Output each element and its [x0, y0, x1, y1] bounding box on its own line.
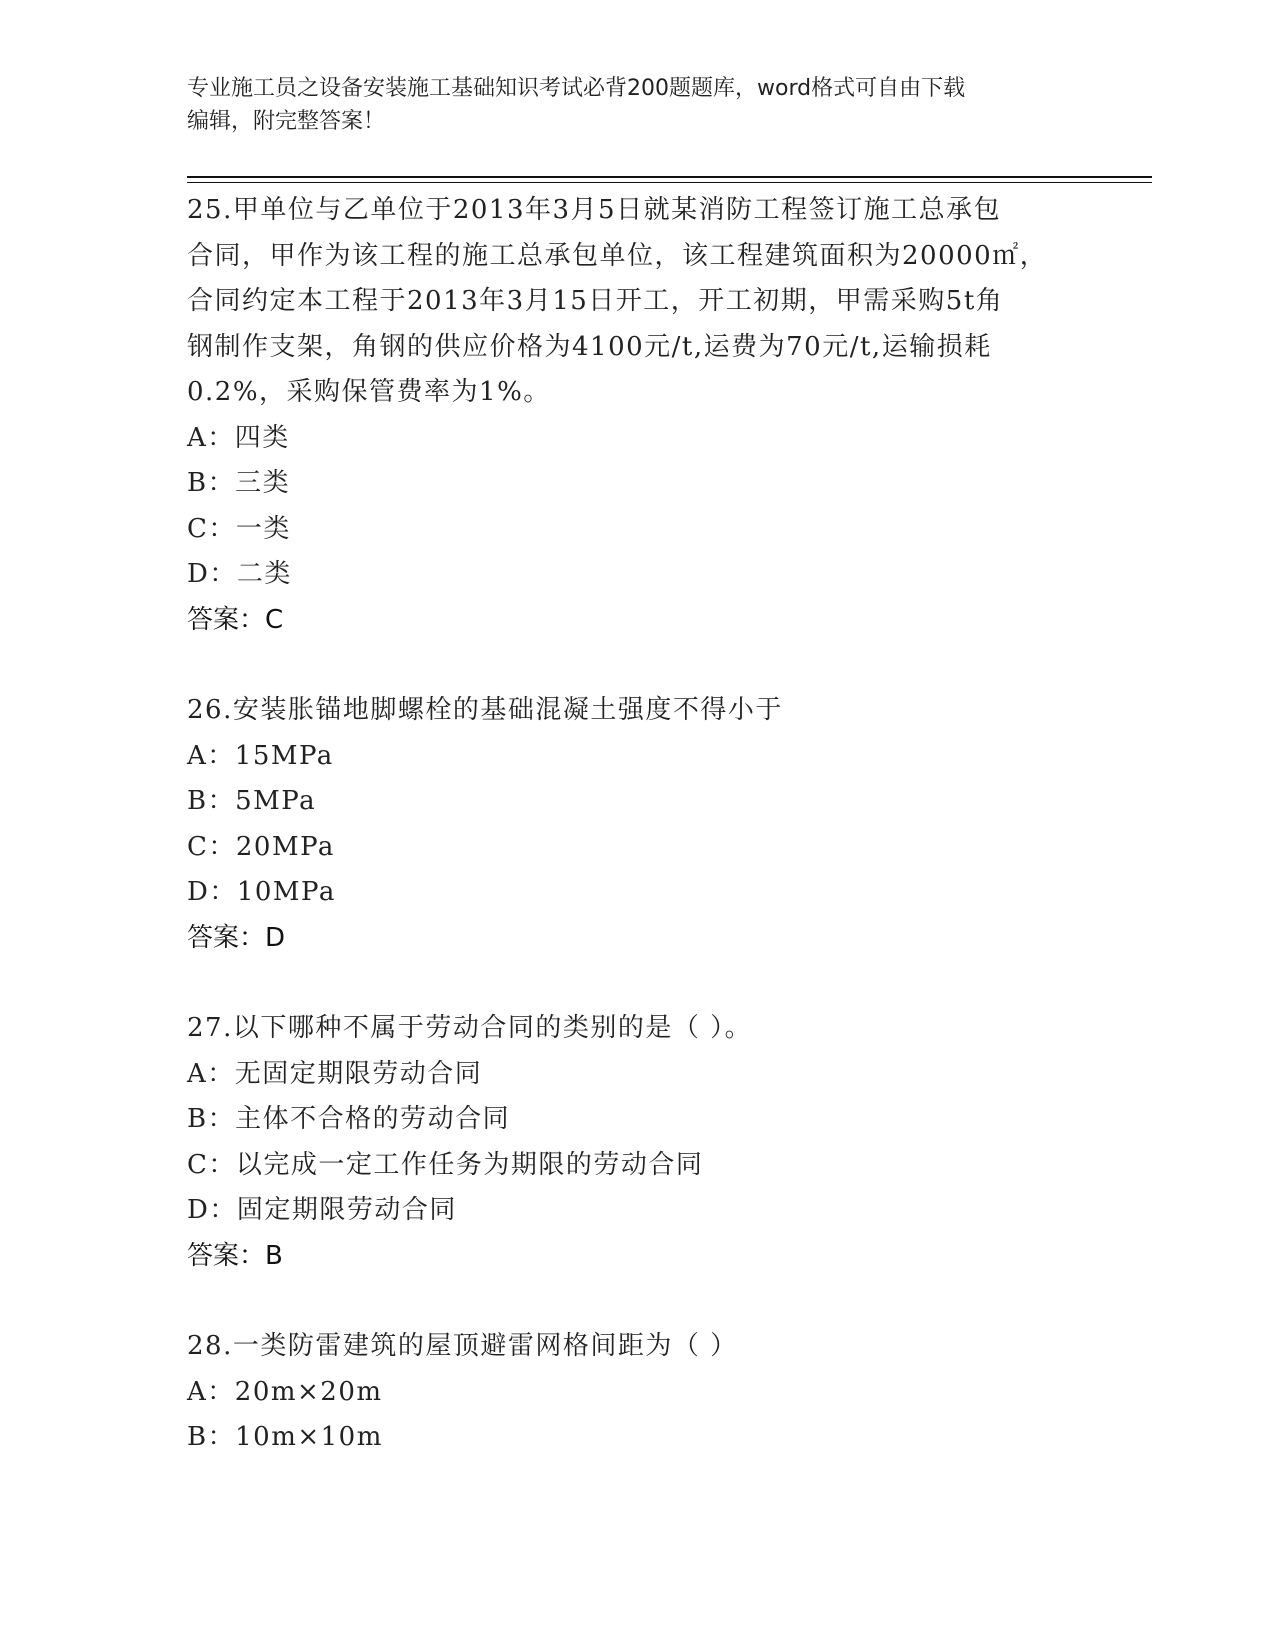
question-spacer [187, 643, 1087, 688]
option-b: B：5MPa [187, 786, 317, 816]
header-divider-thick [187, 176, 1152, 178]
stem-line: 钢制作支架，角钢的供应价格为4100元/t,运费为70元/t,运输损耗 [187, 331, 992, 362]
header-title-line-2: 编辑，附完整答案！ [187, 109, 386, 134]
stem-line: 25.甲单位与乙单位于2013年3月5日就某消防工程签订施工总承包 [187, 195, 1002, 225]
answer-line: 答案：B [187, 1240, 283, 1271]
question-list [187, 188, 1087, 1461]
answer-line: 答案：C [187, 604, 284, 635]
question-stem [187, 188, 1087, 416]
option-c: C：一类 [187, 513, 291, 544]
stem-line: 合同约定本工程于2013年3月15日开工，开工初期，甲需采购5t角 [187, 286, 1004, 316]
option-a: A：15MPa [187, 740, 334, 771]
stem-line: 26.安装胀锚地脚螺栓的基础混凝土强度不得小于 [187, 695, 783, 725]
option-b: B：三类 [187, 468, 291, 498]
option-d: D：固定期限劳动合同 [187, 1195, 457, 1225]
question-stem [187, 1006, 1087, 1052]
question-25 [187, 188, 1087, 643]
option-d: D：10MPa [187, 877, 336, 907]
question-27 [187, 1006, 1087, 1279]
option-b: B：10m×10m [187, 1422, 383, 1452]
question-spacer [187, 1279, 1087, 1324]
stem-line: 0.2%，采购保管费率为1%。 [187, 377, 551, 407]
document-header [187, 72, 1087, 138]
question-26 [187, 688, 1087, 961]
question-spacer [187, 961, 1087, 1006]
option-c: C：20MPa [187, 831, 335, 862]
stem-line: 28.一类防雷建筑的屋顶避雷网格间距为（ ） [187, 1331, 738, 1361]
answer-line: 答案：D [187, 922, 286, 953]
stem-line: 合同，甲作为该工程的施工总承包单位，该工程建筑面积为20000㎡， [187, 240, 1048, 271]
option-a: A：20m×20m [187, 1376, 383, 1407]
question-28 [187, 1324, 1087, 1461]
option-d: D：二类 [187, 559, 292, 589]
option-c: C：以完成一定工作任务为期限的劳动合同 [187, 1149, 704, 1180]
header-divider-thin [187, 182, 1152, 183]
option-a: A：无固定期限劳动合同 [187, 1058, 483, 1089]
option-a: A：四类 [187, 422, 290, 453]
question-stem [187, 1324, 1087, 1370]
question-stem [187, 688, 1087, 734]
header-title-line-1: 专业施工员之设备安装施工基础知识考试必背200题题库，word格式可自由下载 [187, 76, 966, 101]
stem-line: 27.以下哪种不属于劳动合同的类别的是（ ）。 [187, 1013, 753, 1043]
option-b: B：主体不合格的劳动合同 [187, 1104, 511, 1134]
